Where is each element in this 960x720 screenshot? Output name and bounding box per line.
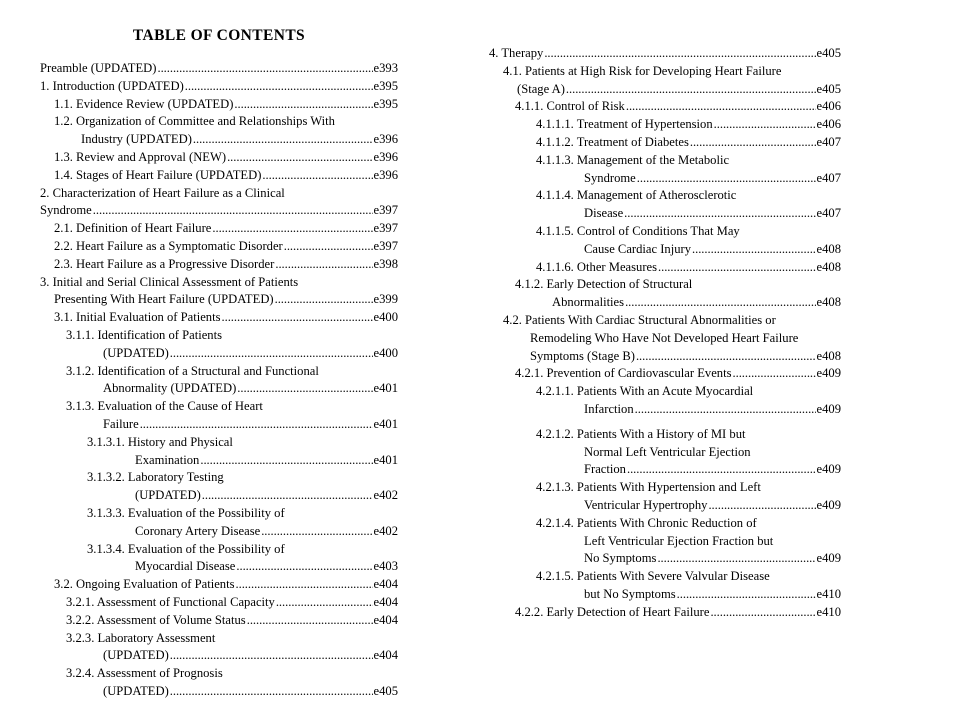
toc-entry[interactable]	[40, 256, 398, 274]
toc-entry[interactable]	[40, 220, 398, 238]
toc-page-number: e410	[816, 586, 841, 601]
toc-entry-title: 3.1. Initial Evaluation of Patients	[54, 310, 221, 325]
toc-entry-title: 4.2.1.4. Patients With Chronic Reduction of	[536, 515, 757, 530]
toc-entry-title-cont: Ventricular Hypertrophy	[584, 497, 708, 512]
toc-entry[interactable]	[489, 330, 841, 348]
toc-entry[interactable]	[489, 604, 841, 622]
toc-page-number: e404	[373, 648, 398, 663]
dot-leader	[636, 348, 816, 366]
toc-entry-title: Preamble (UPDATED)	[40, 61, 157, 75]
toc-entry[interactable]	[489, 187, 841, 223]
toc-page-number: e406	[816, 117, 841, 132]
dot-leader	[690, 134, 816, 152]
toc-entry-title-cont: (Stage A)	[517, 81, 565, 96]
toc-page-number: e409	[816, 401, 841, 416]
toc-entry[interactable]	[489, 348, 841, 366]
toc-entry-title: 3.2.1. Assessment of Functional Capacity	[66, 594, 275, 609]
toc-page-number: e395	[373, 78, 398, 93]
toc-entry[interactable]	[40, 541, 398, 577]
toc-entry-title: Remodeling Who Have Not Developed Heart Failure	[530, 330, 799, 345]
dot-leader	[708, 497, 815, 515]
toc-entry-title-cont: Coronary Artery Disease	[135, 523, 261, 538]
toc-page-number: e406	[816, 99, 841, 114]
toc-entry-title: 1.2. Organization of Committee and Relationships With	[54, 114, 335, 129]
toc-entry-title-cont: Infarction	[584, 401, 634, 416]
toc-page-number: e401	[373, 381, 398, 396]
toc-page-number: e397	[373, 203, 398, 218]
toc-page-number: e405	[816, 81, 841, 96]
toc-entry-title: No Symptoms	[584, 551, 657, 566]
toc-entry[interactable]	[489, 45, 841, 63]
dot-leader	[247, 612, 373, 630]
toc-entry-title-cont: (UPDATED)	[135, 488, 201, 503]
toc-page-number: e398	[373, 256, 398, 271]
toc-page-number: e396	[373, 149, 398, 164]
toc-page-number: e403	[373, 559, 398, 574]
toc-page-number: e404	[373, 594, 398, 609]
dot-leader	[185, 78, 373, 96]
dot-leader	[624, 205, 815, 223]
toc-entry[interactable]	[40, 238, 398, 256]
dot-leader	[237, 380, 372, 398]
toc-entry-title: 4.1. Patients at High Risk for Developing Heart Failure	[503, 63, 782, 78]
toc-page-number: e404	[373, 577, 398, 592]
toc-entry[interactable]	[489, 444, 841, 462]
toc-page-number: e400	[373, 345, 398, 360]
toc-entry-title: 3.2.3. Laboratory Assessment	[66, 630, 216, 645]
toc-page-number: e408	[816, 259, 841, 274]
toc-entry-title-cont: Abnormalities	[552, 295, 625, 310]
dot-leader	[625, 294, 815, 312]
dot-leader	[157, 60, 372, 78]
toc-entry[interactable]	[489, 550, 841, 568]
toc-entry-title-cont: Failure	[103, 416, 139, 431]
toc-entry-title: 3.1.3.1. History and Physical	[87, 434, 233, 449]
toc-entry-title: Fraction	[584, 462, 626, 477]
toc-page-number: e399	[373, 292, 398, 307]
toc-entry[interactable]	[40, 612, 398, 630]
toc-entry[interactable]	[40, 167, 398, 185]
toc-entry-title: 4.2.1.2. Patients With a History of MI but	[536, 426, 746, 441]
toc-page-number: e407	[816, 134, 841, 149]
toc-page-number: e397	[373, 238, 398, 253]
toc-entry[interactable]	[40, 434, 398, 470]
dot-leader	[627, 461, 816, 479]
dot-leader	[637, 170, 816, 188]
toc-entry[interactable]	[40, 594, 398, 612]
toc-page-number: e409	[816, 551, 841, 566]
toc-entry[interactable]	[40, 185, 398, 221]
dot-leader	[202, 487, 373, 505]
toc-entry-title: 4.1.1.3. Management of the Metabolic	[536, 152, 730, 167]
toc-entry-title: 3.1.2. Identification of a Structural and Functional	[66, 363, 319, 378]
dot-leader	[544, 45, 815, 63]
toc-entry-title-cont: Industry (UPDATED)	[81, 132, 192, 147]
toc-page-number: e410	[816, 604, 841, 619]
toc-page-number: e397	[373, 221, 398, 236]
toc-entry-title: 4.2.1.3. Patients With Hypertension and Left	[536, 480, 761, 495]
toc-entry[interactable]	[489, 312, 841, 330]
toc-entry-title: 1.3. Review and Approval (NEW)	[54, 149, 227, 164]
toc-entry[interactable]	[40, 398, 398, 434]
toc-entry[interactable]	[489, 568, 841, 604]
toc-entry-title: 4.1.1.6. Other Measures	[536, 259, 658, 274]
dot-leader	[222, 309, 373, 327]
toc-page-number: e396	[373, 167, 398, 182]
toc-left-column	[40, 60, 398, 701]
dot-leader	[733, 365, 816, 383]
toc-entry[interactable]	[489, 276, 841, 312]
toc-entry[interactable]	[489, 515, 841, 533]
toc-entry[interactable]	[489, 116, 841, 134]
toc-entry[interactable]	[489, 461, 841, 479]
toc-page-number: e393	[373, 61, 398, 75]
dot-leader	[275, 291, 373, 309]
toc-page-number: e408	[816, 241, 841, 256]
dot-leader	[284, 238, 373, 256]
toc-entry-title: Normal Left Ventricular Ejection	[584, 444, 751, 459]
dot-leader	[658, 259, 816, 277]
dot-leader	[566, 81, 816, 99]
toc-entry-title: 4.2.1. Prevention of Cardiovascular Events	[515, 366, 732, 381]
dot-leader	[212, 220, 372, 238]
toc-entry[interactable]	[40, 363, 398, 399]
toc-entry[interactable]	[40, 78, 398, 96]
dot-leader	[200, 452, 372, 470]
toc-page-number: e400	[373, 310, 398, 325]
dot-leader	[193, 131, 373, 149]
toc-entry[interactable]	[489, 533, 841, 551]
toc-entry[interactable]	[40, 274, 398, 310]
toc-entry-title: 4.2. Patients With Cardiac Structural Abnormalities or	[503, 312, 776, 327]
toc-entry-title-cont: Disease	[584, 206, 624, 221]
toc-entry-title-cont: Presenting With Heart Failure (UPDATED)	[54, 292, 274, 307]
toc-entry-title: 4. Therapy	[489, 46, 544, 60]
dot-leader	[626, 98, 816, 116]
toc-entry[interactable]	[40, 309, 398, 327]
toc-entry[interactable]	[40, 665, 398, 701]
toc-entry[interactable]	[40, 469, 398, 505]
dot-leader	[275, 256, 372, 274]
dot-leader	[657, 550, 815, 568]
toc-entry[interactable]	[40, 60, 398, 78]
dot-leader	[635, 401, 816, 419]
toc-entry-title: 1.1. Evidence Review (UPDATED)	[54, 96, 234, 111]
dot-leader	[714, 116, 816, 134]
toc-entry-title: 2.3. Heart Failure as a Progressive Disorder	[54, 256, 275, 271]
toc-entry-title: 3.2.4. Assessment of Prognosis	[66, 666, 223, 681]
toc-entry-title: 3.1.3.3. Evaluation of the Possibility of	[87, 505, 285, 520]
toc-page-number: e401	[373, 452, 398, 467]
toc-entry[interactable]	[489, 479, 841, 515]
toc-entry-title: 3.2. Ongoing Evaluation of Patients	[54, 577, 235, 592]
toc-page-number: e408	[816, 295, 841, 310]
toc-entry[interactable]	[40, 505, 398, 541]
dot-leader	[170, 647, 373, 665]
toc-entry-title: Left Ventricular Ejection Fraction but	[584, 533, 774, 548]
dot-leader	[710, 604, 815, 622]
toc-entry-title: 4.2.1.1. Patients With an Acute Myocardial	[536, 384, 754, 399]
toc-entry[interactable]	[40, 630, 398, 666]
toc-entry[interactable]	[489, 98, 841, 116]
toc-entry-title: 3.1.3.4. Evaluation of the Possibility of	[87, 541, 285, 556]
toc-entry-title-cont: (UPDATED)	[103, 648, 169, 663]
toc-entry-title-cont: (UPDATED)	[103, 683, 169, 698]
toc-entry-title-cont: Abnormality (UPDATED)	[103, 381, 237, 396]
toc-entry[interactable]	[489, 259, 841, 277]
toc-entry-title: 3.2.2. Assessment of Volume Status	[66, 612, 246, 627]
toc-page-number: e396	[373, 132, 398, 147]
toc-entry[interactable]	[489, 152, 841, 188]
toc-entry[interactable]	[40, 149, 398, 167]
toc-entry-title: 4.2.1.5. Patients With Severe Valvular Disease	[536, 569, 770, 584]
toc-entry-title-cont: (UPDATED)	[103, 345, 169, 360]
toc-page-number: e401	[373, 416, 398, 431]
toc-page-number: e409	[816, 497, 841, 512]
toc-entry-title: 4.2.2. Early Detection of Heart Failure	[515, 604, 710, 619]
toc-page-number: e407	[816, 170, 841, 185]
toc-entry[interactable]	[489, 63, 841, 99]
toc-entry-title: 3.1.3. Evaluation of the Cause of Heart	[66, 399, 263, 414]
toc-entry-title: 4.1.2. Early Detection of Structural	[515, 277, 693, 292]
dot-leader	[262, 167, 372, 185]
toc-page-number: e402	[373, 488, 398, 503]
dot-leader	[677, 586, 816, 604]
toc-entry-title: 2. Characterization of Heart Failure as a Clinical	[40, 185, 285, 200]
toc-entry-title: 3.1.1. Identification of Patients	[66, 327, 222, 342]
toc-entry[interactable]	[40, 113, 398, 149]
toc-entry-title: 4.1.1.1. Treatment of Hypertension	[536, 117, 713, 132]
toc-entry[interactable]	[489, 134, 841, 152]
toc-entry-title: 4.1.1.5. Control of Conditions That May	[536, 223, 740, 238]
toc-entry-title: 2.2. Heart Failure as a Symptomatic Disorder	[54, 238, 283, 253]
toc-right-column	[489, 45, 841, 622]
dot-leader	[236, 558, 372, 576]
toc-page-number: e404	[373, 612, 398, 627]
dot-leader	[170, 345, 373, 363]
toc-entry-title-cont: Examination	[135, 452, 200, 467]
dot-leader	[140, 416, 373, 434]
dot-leader	[227, 149, 372, 167]
toc-page-number: e395	[373, 96, 398, 111]
toc-entry-title-cont: Syndrome	[584, 170, 636, 185]
toc-entry[interactable]	[489, 223, 841, 259]
toc-page-number: e409	[816, 462, 841, 477]
dot-leader	[234, 96, 372, 114]
toc-page-number: e407	[816, 206, 841, 221]
dot-leader	[261, 523, 372, 541]
toc-entry-title: Symptoms (Stage B)	[530, 348, 635, 363]
toc-entry[interactable]	[489, 383, 841, 419]
toc-entry-title: 2.1. Definition of Heart Failure	[54, 221, 212, 236]
dot-leader	[692, 241, 816, 259]
dot-leader	[236, 576, 373, 594]
toc-entry-title: 1.4. Stages of Heart Failure (UPDATED)	[54, 167, 262, 182]
toc-entry-title-cont: Myocardial Disease	[135, 559, 236, 574]
toc-page-number: e405	[816, 46, 841, 60]
toc-page-number: e402	[373, 523, 398, 538]
toc-entry-title: 1. Introduction (UPDATED)	[40, 78, 184, 93]
toc-entry[interactable]	[40, 327, 398, 363]
dot-leader	[93, 202, 373, 220]
toc-entry-title: 4.1.1.2. Treatment of Diabetes	[536, 134, 689, 149]
toc-entry-title: 4.1.1. Control of Risk	[515, 99, 625, 114]
toc-entry-title-cont: Syndrome	[40, 203, 92, 218]
toc-entry[interactable]	[489, 365, 841, 383]
toc-entry[interactable]	[489, 426, 841, 444]
toc-page-number: e409	[816, 366, 841, 381]
toc-entry[interactable]	[40, 96, 398, 114]
toc-entry-title-cont: Cause Cardiac Injury	[584, 241, 692, 256]
toc-title: TABLE OF CONTENTS	[132, 27, 306, 44]
dot-leader	[170, 683, 373, 701]
toc-entry-title: 3.1.3.2. Laboratory Testing	[87, 470, 224, 485]
toc-entry-title: 4.1.1.4. Management of Atherosclerotic	[536, 188, 737, 203]
toc-entry-title-cont: but No Symptoms	[584, 586, 676, 601]
toc-entry[interactable]	[40, 576, 398, 594]
toc-entry-title: 3. Initial and Serial Clinical Assessment of Patients	[40, 274, 299, 289]
toc-page-number: e405	[373, 683, 398, 698]
toc-page-number: e408	[816, 348, 841, 363]
dot-leader	[276, 594, 373, 612]
